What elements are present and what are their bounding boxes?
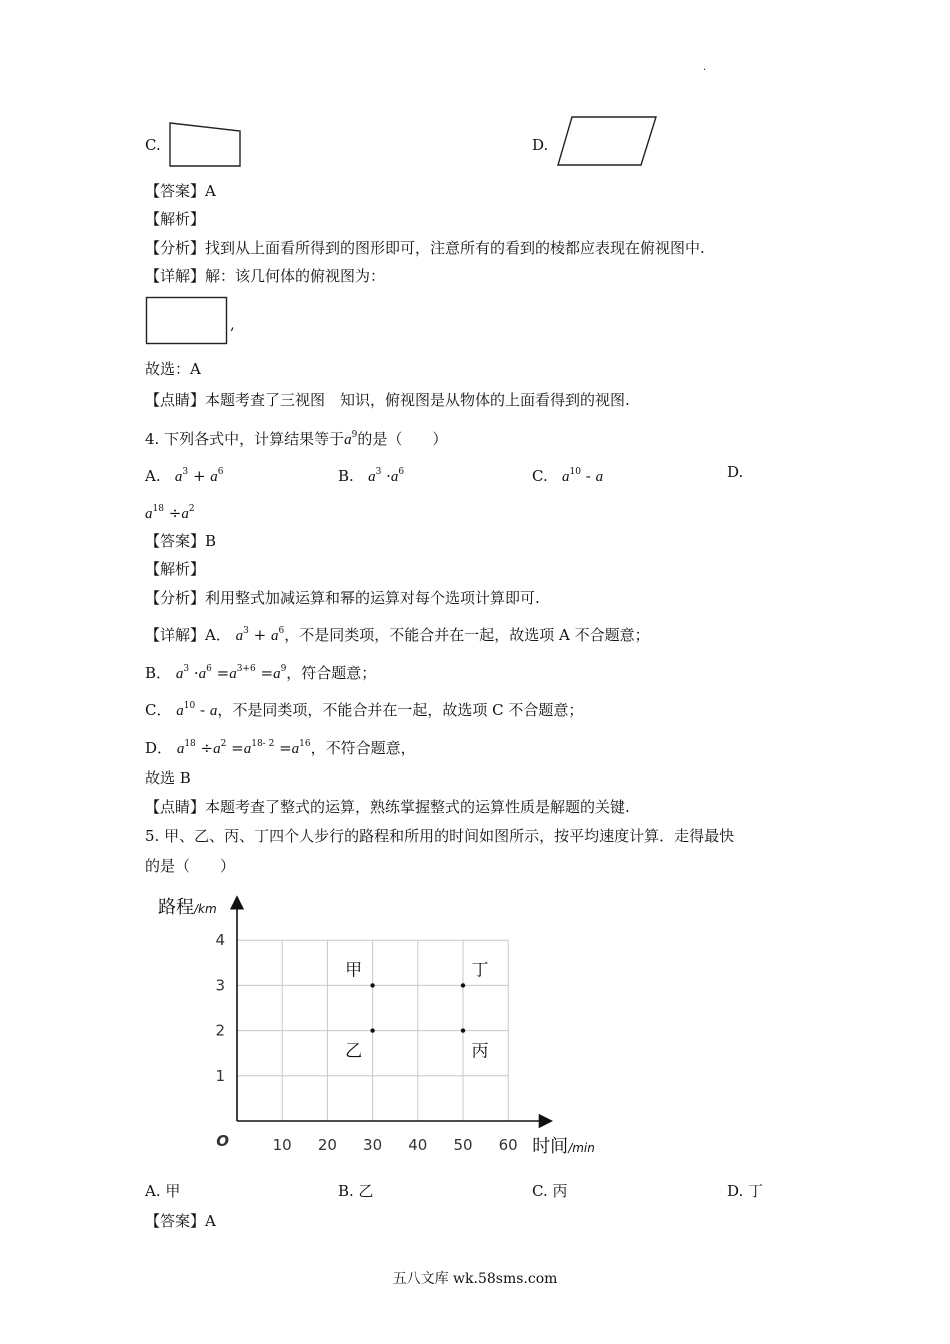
q5-option-b: B. 乙 [338,1182,374,1200]
q4-detail-d-res: 16 [299,739,311,749]
q4-detail-d-exp1: 18 [184,739,196,749]
q4-opt-b-base2: a [390,469,399,485]
q4-detail-b-base3: a [229,666,237,682]
trapezoid-figure [168,121,244,169]
q4-detail-b-exp2: 6 [206,664,212,674]
q4-detail-d-base3: a [243,741,252,757]
q4-detail-d-exp2: 2 [220,739,227,749]
q4-opt-a-label: A. [145,467,161,485]
q4-opt-d-exp1: 18 [152,504,164,514]
q4-detail-d [145,734,416,759]
q4-detail-d-eq1: = [231,739,244,757]
q4-option-a [145,462,224,487]
q3-answer: 【答案】A [145,182,216,200]
q4-detail-b [145,659,376,684]
q4-stem-suffix: 的是（ ） [357,430,448,448]
q4-detail-c-base2: a [209,703,218,719]
q4-detail-d-base4: a [291,741,300,757]
q4-option-c [532,462,603,487]
header-dot: . [703,62,707,73]
q4-detail-c [145,696,583,721]
q3-comment: 【点睛】本题考查了三视图 知识，俯视图是从物体的上面看得到的视图. [145,391,630,409]
q4-opt-a-exp1: 3 [182,467,189,477]
x-tick-label: 30 [363,1136,383,1154]
q4-detail-a-base2: a [271,628,279,644]
q4-detail-a-op: + [253,626,267,644]
rectangle-top-view-figure [145,296,229,346]
x-tick-label: 60 [498,1136,518,1154]
q4-analysis: 【分析】利用整式加减运算和幂的运算对每个选项计算即可. [145,589,540,607]
q4-detail-b-op: · [193,664,199,682]
y-tick-label: 1 [215,1066,225,1085]
q4-detail-b-mid: 3+6 [236,664,256,674]
q4-detail-d-suffix: ，不符合题意， [310,739,416,757]
q5-option-d: D. 丁 [727,1182,764,1200]
q4-opt-b-op: · [386,467,391,485]
q4-stem-prefix: 4. 下列各式中，计算结果等于 [145,430,345,448]
q4-detail-b-exp1: 3 [183,664,190,674]
q4-detail-b-base2: a [198,666,207,682]
q4-opt-c-base1: a [562,469,570,485]
q3-analysis: 【分析】找到从上面看所得到的图形即可，注意所有的看到的棱都应表现在俯视图中. [145,239,705,257]
q4-detail-c-suffix: ，不是同类项，不能合并在一起，故选项 C 不合题意； [217,701,584,719]
q4-opt-a-op: + [192,467,206,485]
data-point-label: 丙 [471,1041,489,1062]
y-axis-title-main: 路程 [158,897,194,918]
q4-opt-a-exp2: 6 [217,467,224,477]
x-tick-label: 40 [408,1136,428,1154]
q4-opt-d-base1: a [145,506,153,522]
y-axis-title-unit: /km [194,902,217,916]
q3-detail-comma: , [230,315,235,333]
q4-detail-c-prefix: C． [145,701,172,719]
data-point [370,983,374,987]
q4-answer: 【答案】B [145,532,217,550]
q4-opt-b-exp1: 3 [375,467,382,477]
q4-analysis-title: 【解析】 [145,560,206,578]
q4-opt-b-base1: a [368,469,376,485]
distance-time-chart [140,885,620,1165]
x-axis-title-unit: /min [568,1141,595,1155]
q5-stem-line2: 的是（ ） [145,857,236,875]
q4-detail-a-prefix: 【详解】A． [145,626,231,644]
q3-option-d-label: D. [532,136,549,154]
q3-option-c-label: C. [145,136,161,154]
q4-opt-c-label: C. [532,467,548,485]
page-footer: 五八文库 wk.58sms.com [392,1271,558,1287]
q4-detail-d-mid: 18- 2 [251,739,275,749]
q4-opt-d-op: ÷ [168,504,182,522]
q4-detail-d-prefix: D． [145,739,173,757]
q4-detail-b-base4: a [273,666,281,682]
data-point-label: 丁 [471,960,489,981]
q4-opt-a-base2: a [210,469,218,485]
x-tick-label: 10 [272,1136,292,1154]
q4-detail-b-base1: a [175,666,184,682]
q4-option-b [338,462,404,487]
q4-detail-d-eq2: = [279,739,292,757]
data-point [461,1028,465,1032]
q4-opt-c-exp1: 10 [569,467,581,477]
data-point [370,1028,374,1032]
q4-choose: 故选 B [145,769,191,787]
q4-detail-a-exp2: 6 [278,626,285,636]
q5-answer: 【答案】A [145,1212,216,1230]
q4-detail-a-exp1: 3 [243,626,249,636]
q4-opt-a-base1: a [174,469,183,485]
q4-detail-b-eq2: = [260,664,274,682]
q4-detail-b-prefix: B． [145,664,172,682]
q4-detail-c-op: - [200,701,206,719]
x-axis-title [532,1136,595,1157]
parallelogram-figure [556,114,660,168]
y-tick-label: 3 [215,976,225,995]
q4-detail-c-exp1: 10 [183,701,196,711]
q4-detail-d-op: ÷ [200,739,214,757]
origin-label: O [216,1132,229,1150]
q4-opt-d-exp2: 2 [188,504,195,514]
q5-option-c: C. 丙 [532,1182,568,1200]
q4-option-d-label: D. [727,463,744,481]
q4-stem-exp: 9 [351,430,358,440]
q4-option-d [145,499,195,524]
q3-analysis-title: 【解析】 [145,210,206,228]
q4-opt-d-base2: a [181,506,189,522]
q3-detail: 【详解】解：该几何体的俯视图为： [145,267,386,285]
q3-choose: 故选：A [145,360,201,378]
q4-detail-b-eq1: = [216,664,230,682]
q4-opt-b-exp2: 6 [398,467,405,477]
x-axis-title-main: 时间 [532,1136,569,1157]
q4-detail-a [145,621,650,646]
q4-opt-b-label: B. [338,467,354,485]
q4-detail-b-suffix: ，符合题意； [286,664,377,682]
q4-opt-c-op: - [585,467,591,485]
data-point-label: 乙 [345,1041,363,1062]
q4-detail-a-base1: a [235,628,244,644]
q5-stem-line1: 5. 甲、乙、丙、丁四个人步行的路程和所用的时间如图所示，按平均速度计算．走得最快 [145,827,735,845]
x-tick-label: 50 [453,1136,473,1154]
q4-detail-b-res: 9 [280,664,287,674]
q5-option-a: A. 甲 [145,1182,181,1200]
q4-stem-var: a [344,432,352,448]
q4-detail-d-base1: a [176,741,185,757]
x-tick-label: 20 [317,1136,337,1154]
y-axis-title [158,897,217,918]
q4-comment: 【点睛】本题考查了整式的运算，熟练掌握整式的运算性质是解题的关键. [145,798,630,816]
q4-opt-c-base2: a [595,469,604,485]
q4-detail-c-base1: a [176,703,184,719]
data-point-label: 甲 [345,960,363,981]
q4-detail-a-suffix: ，不是同类项，不能合并在一起，故选项 A 不合题意； [284,626,650,644]
q4-stem [145,425,447,450]
q4-detail-d-base2: a [213,741,221,757]
data-point [461,983,465,987]
y-tick-label: 2 [215,1021,225,1040]
y-tick-label: 4 [215,931,225,950]
